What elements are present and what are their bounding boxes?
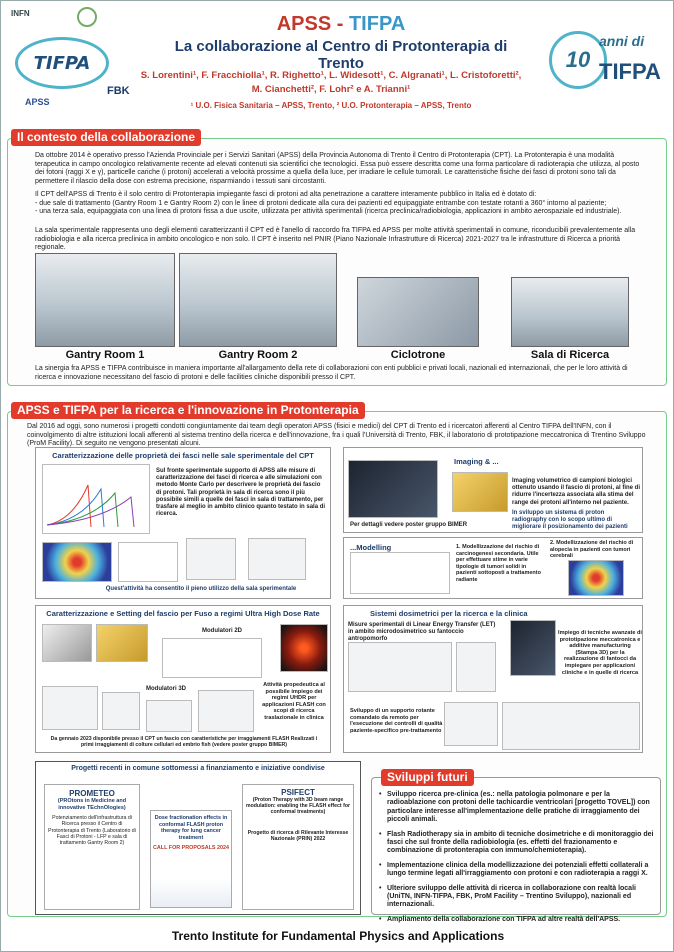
modelling-text-1: 1. Modellizzazione del rischio di carcinogenesi secondaria. Utile per effettuare stime in varie tipologie di tumori solidi in pazienti sottoposti a trattamento radiante [456, 544, 541, 583]
cell-irradiation-photo [146, 700, 192, 732]
uhdr-panel: Caratterizzazione e Setting del fascio per Fuso a regimi Ultra High Dose Rate Modulatori 2D Modulatori 3D Attività propedeutica al possibile impiego dei regimi UHDR per applicazioni FLASH con scopi di ricerca traslazionale in clinica Da gennaio 2023 disponibile presso il CPT un fascio con caratteristiche per irraggiamenti FLASH Realizzati i primi irraggiamenti di colture cellulari ed embrio fish (vedere poster gruppo BIMER) [35, 605, 331, 753]
alopecia-map [568, 560, 624, 596]
beam-characterization-note: Quest'attività ha consentito il pieno utilizzo della sala sperimentale [105, 586, 297, 592]
modulatori-3d-label: Modulatori 3D [146, 686, 186, 692]
footer: Trento Institute for Fundamental Physics and Applications [171, 929, 505, 943]
future-bullet: • Ampliamento della collaborazione con TIFPA ad altre realtà dell'APSS. [379, 916, 655, 924]
modelling-panel: ...Modelling 1. Modellizzazione del rischio di carcinogenesi secondaria. Utile per effettuare stime in varie tipologie di tumori solidi in pazienti sottoposti a trattamento radiante 2. Modellizzazione del rischio di alopecia in pazienti con tumori cerebrali [343, 537, 643, 599]
beam-characterization-text: Sul fronte sperimentale supporto di APSS alle misure di caratterizzazione dei fasci di ricerca e alle simulazioni con metodo Monte Carlo per descrivere le proprietà dei fascio di protoni. Tali proprietà in sala di ricerca sono il più possibile simili a quelle dei fasci in sala di trattamento, per trasfare al meglio in ambito clinico quanto testato in sala di ricerca. [156, 468, 326, 518]
fundamental-call-card: Dose fractionation effects in conformal FLASH proton therapy for lung cancer treatment CALL FOR PROPOSALS 2024 [150, 810, 232, 908]
header [1, 1, 674, 129]
future-bullet: • Sviluppo ricerca pre-clinica (es.: nella patologia polmonare e per la radioablazione con protoni delle tachicardie ventricolari [progetto TOVEL]) con particolare interesse all'implementazione delle pratiche di irraggiamento dei piccoli animali. [379, 791, 655, 825]
research-room-photo [511, 277, 629, 347]
imaging-text-2: In sviluppo un sistema di proton radiography con lo scopo ultimo di migliorare il posizionamento dei pazienti [512, 510, 628, 531]
photo-caption-2: Gantry Room 2 [218, 349, 298, 361]
imaging-text: Imaging volumetrico di campioni biologici ottenuto usando il fascio di protoni, al fine di ridurre l'incertezza associata alla stima del range dei protoni all'interno nel paziente. [512, 478, 640, 506]
uhdr-text: Attività propedeutica al possibile impiego dei regimi UHDR per applicazioni FLASH con scopi di ricerca traslazionale in clinica [262, 682, 326, 721]
risk-model-plot [350, 552, 450, 594]
modulator-photo-1 [42, 624, 92, 662]
infn-logo: INFN [11, 9, 30, 18]
future-heading: Sviluppi futuri [381, 769, 474, 786]
rotating-support-photo [444, 702, 498, 746]
modelling-text-2: 2. Modellizzazione del rischio di alopecia in pazienti con tumori cerebrali [550, 540, 634, 559]
proton-ct-image [348, 460, 438, 518]
psifect-card: PSIFECT (Proton Therapy with 3D beam range modulation: enabling the FLASH effect for conformal treatments) Progetto di ricerca di Rilevante Interesse Nazionale (PRIN) 2022 [242, 784, 354, 910]
photo-caption-4: Sala di Ricerca [530, 349, 610, 361]
detector-device-photo [452, 472, 508, 512]
context-paragraph-4: La sinergia fra APSS e TIFPA contribuisce in maniera importante all'allargamento della rete di collaborazioni con enti pubblici e privati locali, nazionali ed internazionali, che per le loro attività di ricerca e innovazione necessitano del fascio di protoni e delle facilities cliniche disponibili presso il CPT. [35, 365, 628, 381]
anniversary-logo: 10 anni di TIFPA [549, 31, 667, 95]
context-paragraph-1: Da ottobre 2014 è operativo presso l'Azienda Provinciale per i Servizi Sanitari (APSS) della Provincia Autonoma di Trento il Centro di Protonterapia (CPT). La Protonterapia è una modalità terapeutica in campo oncologico relativamente recente ad elevati contenuti sia scientifici che tecnologici. Essa può essere descritta come una forma particolare di radioterapia che utilizza, al posto dei fotoni (raggi X e γ), particelle cariche (i protoni) accelerati a velocità prossime a quella della luce, per irradiare le cellule tumorali. Le caratteristiche fisiche dei fasci di protoni sono tali da permettere il rilascio della dose con estrema precisione, risparmiando i tessuti sani circostanti. [35, 152, 640, 185]
affiliations: ¹ U.O. Fisica Sanitaria – APSS, Trento, ² U.O. Protonterapia – APSS, Trento [190, 101, 472, 110]
poster-subtitle: La collaborazione al Centro di Protonterapia di Trento [174, 38, 508, 72]
fbk-logo: FBK [107, 85, 130, 97]
modulatori-2d-label: Modulatori 2D [202, 628, 242, 634]
dosimetry-panel: Sistemi dosimetrici per la ricerca e la clinica Misure sperimentali di Linear Energy Transfer (LET) in ambito microdosimetrico su fantoccio antropomorfo Impiego di tecniche avanzate di prototipazione meccatronica e additive manufacturing (Stampa 3D) per la realizzazione di fantocci da impiegare per applicazioni cliniche e in quelle di ricerca Sviluppo di un supporto rotante comandato da remoto per l'esecuzione dei controlli di qualità paziente-specifico pre-trattamento [343, 605, 643, 753]
dose-map-image [280, 624, 328, 672]
microdosimeter-image [456, 642, 496, 692]
imaging-panel: Imaging & ... Imaging volumetrico di campioni biologici ottenuto usando il fascio di protoni, al fine di ridurre l'incertezza associata alla stima del range dei protoni all'interno nel paziente. In sviluppo un sistema di proton radiography con lo scopo ultimo di migliorare il posizionamento dei pazienti Per dettagli vedere poster gruppo BIMER [343, 447, 643, 533]
research-heading: APSS e TIFPA per la ricerca e l'innovazione in Protonterapia [11, 402, 365, 419]
depth-dose-plot [42, 464, 150, 534]
imaging-reference: Per dettagli vedere poster gruppo BIMER [350, 522, 468, 528]
future-bullet: • Ulteriore sviluppo delle attività di ricerca in collaborazione con realtà locali (UniTN, INFN-TIFPA, FBK, ProM Facility – Trentino Sviluppo), nazionali ed internazionali. [379, 885, 655, 910]
future-bullets [379, 791, 655, 930]
context-heading: Il contesto della collaborazione [11, 129, 201, 146]
university-seal-icon [77, 7, 97, 27]
projects-panel: Progetti recenti in comune sottomessi a finanziamento e iniziative condivise PROMETEO (PROtons in Medicine and innovative TEchnOlogies) Potenziamento dell'infrastruttura di Ricerca presso il Centro di Protonterapia di Trento (Laboratorio di Fasci di Protoni - LFP e sala di trattamento Gantry Room 2) Dose fractionation effects in conformal FLASH proton therapy for lung cancer treatment CALL FOR PROPOSALS 2024 PSIFECT (Proton Therapy with 3D beam range modulation: enabling the FLASH effect for conformal treatments) Progetto di ricerca di Rilevante Interesse Nazionale (PRIN) 2022 [35, 761, 361, 915]
beam-profile-heatmap [42, 542, 112, 582]
gantry-room-2-photo [179, 253, 337, 347]
monitor-chamber-photo [248, 538, 306, 580]
phantom-photo [510, 620, 556, 676]
modulator-photo-2 [96, 624, 148, 662]
gantry-room-1-photo [35, 253, 175, 347]
tifpa-logo: TIFPA [15, 37, 109, 89]
research-intro: Dal 2016 ad oggi, sono numerosi i progetti condotti congiuntamente dai team degli operatori APSS (fisici e medici) del CPT di Trento ed i ricercatori afferenti al Centro TIFPA dell'INFN, con il coinvolgimento di altre istituzioni locali afferenti al sistema trentino della ricerca e dell'innovazione, fra i quali l'Università di Trento, FBK, il laboratorio di prototipazione meccatronica di Trentino Sviluppo (ProM Facility). Di seguito ne vengono presentati alcuni. [27, 423, 646, 447]
photo-caption-3: Ciclotrone [390, 349, 446, 361]
apss-logo: APSS [25, 97, 50, 107]
dosimetry-text-2: Impiego di tecniche avanzate di prototipazione meccatronica e additive manufacturing (Stampa 3D) per la realizzazione di fantocci da impiegare per applicazioni cliniche e in quelle di ricerca [558, 630, 642, 676]
3d-modulator-render [42, 686, 98, 730]
lateral-profile-plot [118, 542, 178, 582]
depth-dose-curves [43, 465, 151, 535]
authors: S. Lorentini¹, F. Fracchiolla¹, R. Righetto¹, L. Widesott¹, C. Algranati¹, L. Cristoforetti², M. Cianchetti², F. Lohr² e A. Trianni¹ [140, 70, 522, 95]
cyclotron-photo [357, 277, 479, 347]
photo-caption-1: Gantry Room 1 [65, 349, 145, 361]
detector-photo [186, 538, 236, 580]
context-paragraph-3: La sala sperimentale rappresenta uno degli elementi caratterizzanti il CPT ed è l'anello di raccordo fra TIFPA ed APSS per molte attività sperimentali in comune, riconducibili prevalentemente alla radiobiologia e alla ricerca preclinica in ambito oncologico e non solo. Il CPT è inserito nel PNIR (Piano Nazionale Infrastrutture di Ricerca) 2021-2027 tra le infrastrutture di Ricerca a priorità regionale. [35, 227, 636, 251]
poster-title: APSS - TIFPA La collaborazione al Centro di Protonterapia di Trento [151, 13, 531, 72]
context-paragraph-2: Il CPT dell'APSS di Trento è il solo centro di Protonterapia impiegante fasci di protoni ad alta penetrazione a carattere interamente pubblico in Italia ed è dotato di: - due sale di trattamento (Gantry Room 1 e Gantry Room 2) con le linee di protoni dedicate alla cura dei pazienti ed equipaggiate entrambe con testate rotanti a 360° intorno al paziente; - una terza sala, equipaggiata con una linea di protoni fissa a due uscite, utilizzata per attività sperimentali (ricerca preclinica/radiobiologia, applicazioni in ambito aerospaziale ed industriale). [35, 191, 622, 215]
future-bullet: • Flash Radiotherapy sia in ambito di tecniche dosimetriche e di monitoraggio dei fasci che sul fronte della radiobiologia (es. effetti del frazionamento e combinazione di protonterapia con immuno/chemioterapia). [379, 831, 655, 856]
spectrum-plot [162, 638, 262, 678]
dosimetry-text-1: Misure sperimentali di Linear Energy Transfer (LET) in ambito microdosimetrico su fantoccio antropomorfo [348, 622, 496, 643]
prometeo-card: PROMETEO (PROtons in Medicine and innovative TEchnOlogies) Potenziamento dell'infrastruttura di Ricerca presso il Centro di Protonterapia di Trento (Laboratorio di Fasci di Protoni - LFP e sala di trattamento Gantry Room 2) [44, 784, 140, 910]
anthropomorphic-phantom-image [348, 642, 452, 692]
beam-characterization-panel: Caratterizzazione delle proprietà dei fasci nelle sale sperimentale del CPT Sul fronte sperimentale supporto di APSS alle misure di caratterizzazione dei fasci di ricerca e alle simulazioni con metodo Monte Carlo per descrivere le proprietà dei fascio di protoni. Tali proprietà in sala di ricerca sono il più possibile simili a quelle dei fasci in sala di trattamento, per trasfare al meglio in ambito clinico quanto testato in sala di ricerca. Quest'attività ha consentito il pieno utilizzo della sala sperimentale [35, 447, 331, 599]
treatment-room-photo [502, 702, 640, 750]
dosimetry-text-3: Sviluppo di un supporto rotante comandato da remoto per l'esecuzione dei controlli di qualità paziente-specifico pre-trattamento [350, 708, 443, 734]
setup-photo [198, 690, 254, 732]
uhdr-note: Da gennaio 2023 disponibile presso il CPT un fascio con caratteristiche per irraggiamenti FLASH Realizzati i primi irraggiamenti di colture cellulari ed embrio fish (vedere poster gruppo BIMER) [50, 736, 318, 749]
3d-modulator-photo [102, 692, 140, 730]
future-bullet: • Implementazione clinica della modellizzazione dei potenziali effetti collaterali a lungo termine legati all'irraggiamento con protoni e con radioterapia a raggi X. [379, 862, 655, 879]
